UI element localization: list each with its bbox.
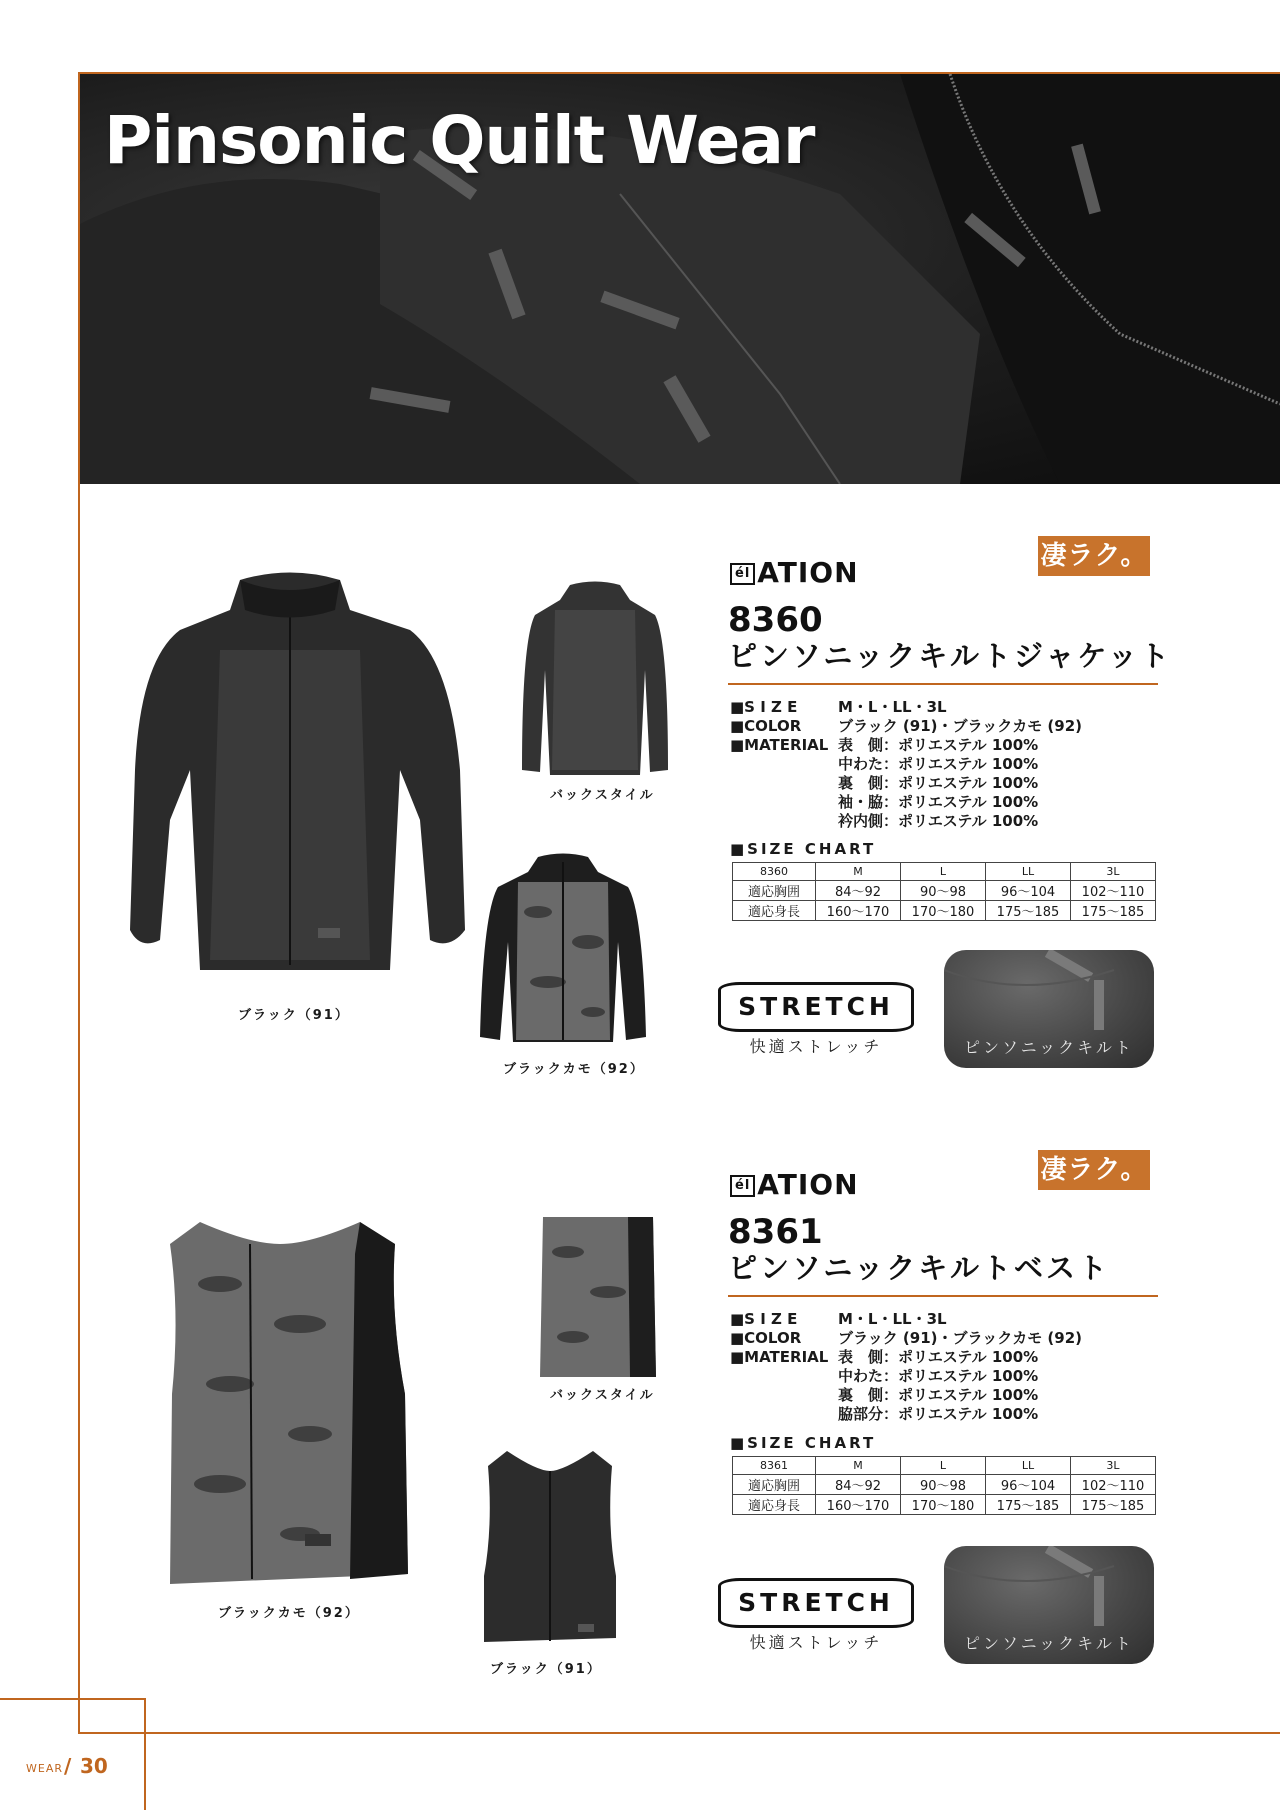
- quilt-detail-photo: [944, 1546, 1154, 1664]
- title-rule: [728, 683, 1158, 685]
- caption-alt: ブラックカモ（92）: [503, 1062, 645, 1077]
- product-name: ピンソニックキルトベスト: [728, 1251, 1110, 1285]
- brand-logo: [730, 1168, 859, 1201]
- size-chart-row: 適応身長 160～170 170～180 175～185 175～185: [733, 901, 1156, 921]
- spec-row: 裏 側：ポリエステル 100%: [838, 1386, 1039, 1404]
- size-chart-header: 8360 M L LL 3L: [733, 863, 1156, 881]
- spec-row: 脇部分：ポリエステル 100%: [838, 1405, 1039, 1423]
- vest-black-image: [482, 1446, 618, 1644]
- stretch-sub: 快適ストレッチ: [749, 1037, 883, 1056]
- brand-badge: él: [730, 563, 755, 585]
- spec-row: ■COLOR ブラック (91)・ブラックカモ (92): [730, 717, 1083, 735]
- footer-section: WEAR: [26, 1762, 63, 1775]
- caption-main: ブラック（91）: [238, 1008, 350, 1023]
- jacket-camo-image: [478, 852, 648, 1044]
- frame-bottom-line: [78, 1732, 1280, 1734]
- spec-row: ■MATERIAL 表 側：ポリエステル 100%: [730, 736, 1039, 754]
- model-number: 8361: [728, 1212, 823, 1252]
- spec-row: ■COLOR ブラック (91)・ブラックカモ (92): [730, 1329, 1083, 1347]
- product-name: ピンソニックキルトジャケット: [728, 639, 1172, 673]
- size-chart-title: ■SIZE CHART: [730, 1434, 877, 1452]
- hero-title: Pinsonic Quilt Wear: [104, 102, 815, 179]
- stretch-label: STRETCH: [718, 982, 914, 1032]
- stretch-label: STRETCH: [718, 1578, 914, 1628]
- model-number: 8360: [728, 600, 823, 640]
- title-rule: [728, 1295, 1158, 1297]
- corner-line-horizontal: [0, 1698, 146, 1700]
- caption-back: バックスタイル: [550, 1388, 655, 1403]
- spec-row: 中わた：ポリエステル 100%: [838, 1367, 1039, 1385]
- stretch-badge: [718, 978, 914, 1056]
- size-chart-row: 適応胸囲 84～92 90～98 96～104 102～110: [733, 881, 1156, 901]
- spec-row: 袖・脇：ポリエステル 100%: [838, 793, 1039, 811]
- size-chart-header: 8361 M L LL 3L: [733, 1457, 1156, 1475]
- brand-logo: [730, 556, 859, 589]
- caption-alt: ブラック（91）: [490, 1662, 602, 1677]
- caption-back: バックスタイル: [550, 788, 655, 803]
- size-chart-table: [732, 862, 1156, 921]
- size-chart-table: [732, 1456, 1156, 1515]
- stretch-sub: 快適ストレッチ: [749, 1633, 883, 1652]
- spec-row: 衿内側：ポリエステル 100%: [838, 812, 1039, 830]
- size-chart-row: 適応胸囲 84～92 90～98 96～104 102～110: [733, 1475, 1156, 1495]
- jacket-black-front-image: [110, 570, 470, 970]
- jacket-back-image: [520, 580, 670, 780]
- sugoraku-badge: 凄ラク。: [1038, 536, 1150, 576]
- caption-main: ブラックカモ（92）: [218, 1606, 360, 1621]
- hero-photo: [80, 74, 1280, 484]
- spec-row: 裏 側：ポリエステル 100%: [838, 774, 1039, 792]
- vest-back-image: [538, 1212, 658, 1382]
- quilt-label: ピンソニックキルト: [964, 1038, 1134, 1057]
- vest-camo-front-image: [160, 1214, 410, 1604]
- size-chart-row: 適応身長 160～170 170～180 175～185 175～185: [733, 1495, 1156, 1515]
- brand-name: ATION: [757, 1168, 859, 1201]
- brand-badge: él: [730, 1175, 755, 1197]
- brand-name: ATION: [757, 556, 859, 589]
- corner-line-vertical: [144, 1698, 146, 1810]
- sugoraku-badge: 凄ラク。: [1038, 1150, 1150, 1190]
- spec-row: ■MATERIAL 表 側：ポリエステル 100%: [730, 1348, 1039, 1366]
- spec-row: 中わた：ポリエステル 100%: [838, 755, 1039, 773]
- spec-list: [730, 1310, 1082, 1424]
- page-number: 30: [80, 1754, 108, 1778]
- size-chart-title: ■SIZE CHART: [730, 840, 877, 858]
- spec-row: ■S I Z E M・L・LL・3L: [730, 1310, 947, 1328]
- footer-slash: /: [64, 1754, 72, 1778]
- spec-row: ■S I Z E M・L・LL・3L: [730, 698, 947, 716]
- stretch-badge: [718, 1574, 914, 1652]
- quilt-label: ピンソニックキルト: [964, 1634, 1134, 1653]
- quilt-detail-photo: [944, 950, 1154, 1068]
- spec-list: [730, 698, 1082, 831]
